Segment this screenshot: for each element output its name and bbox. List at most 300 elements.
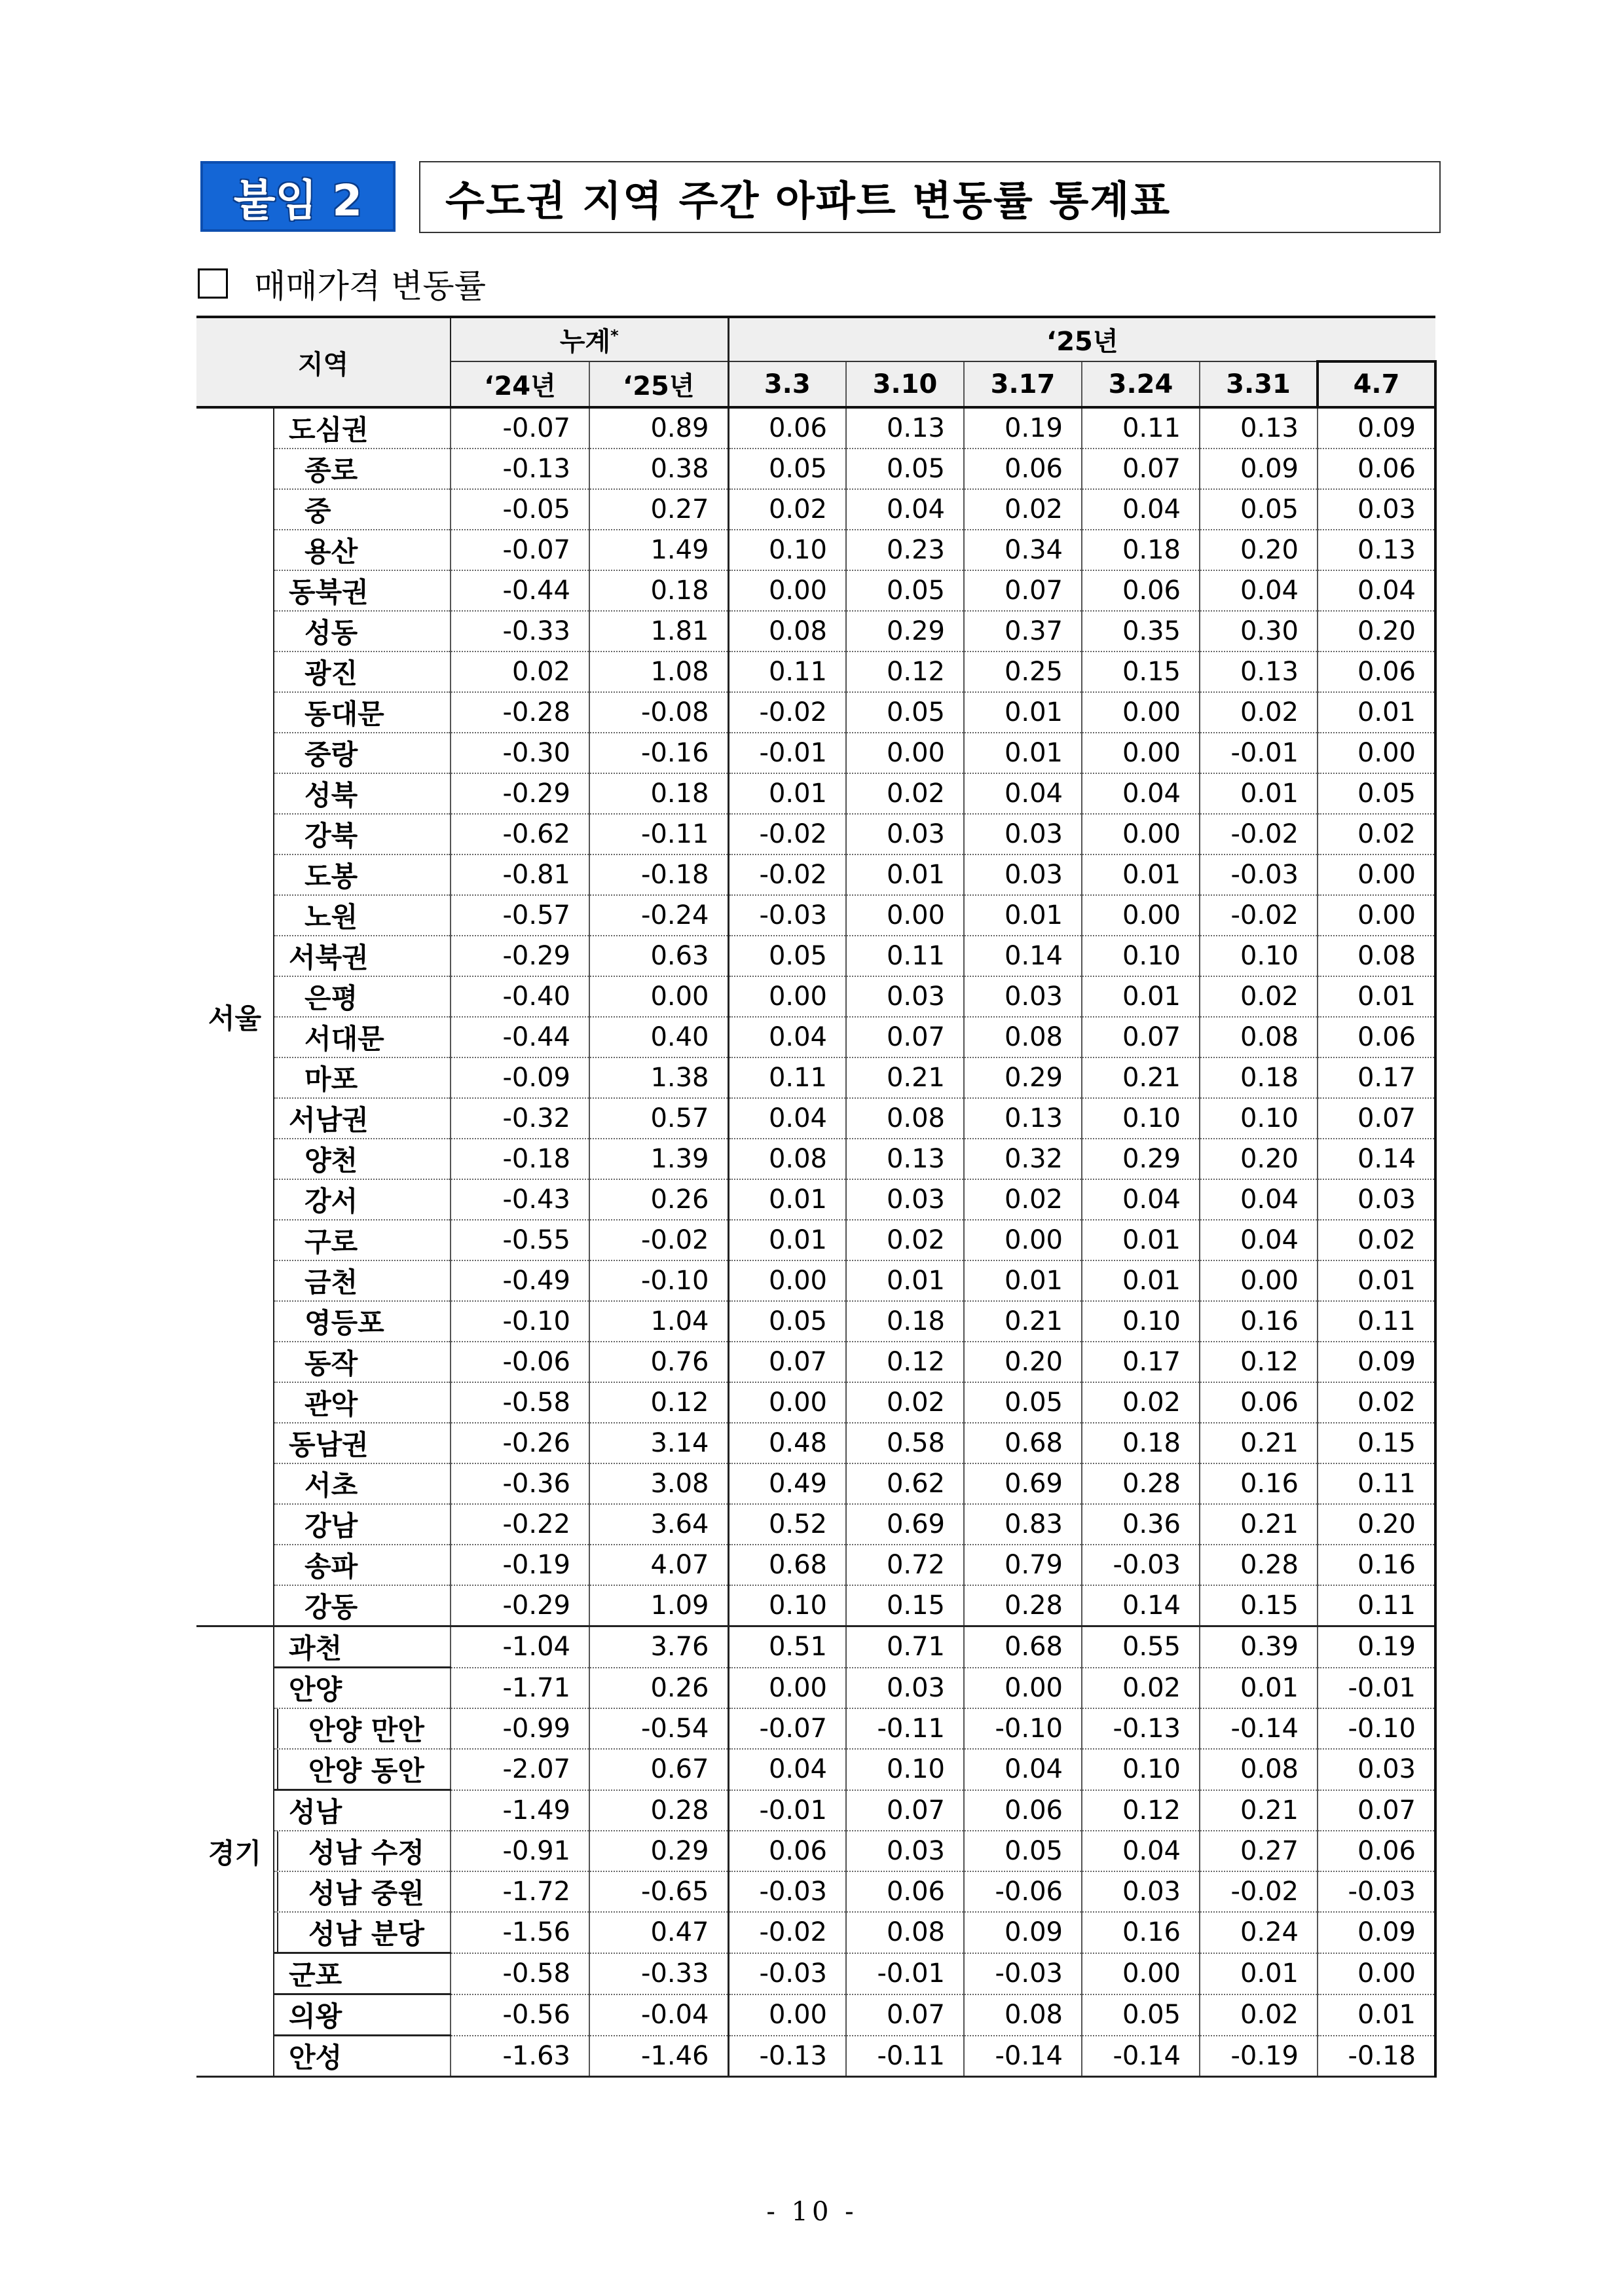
- weekly-value: 0.02: [1200, 1994, 1318, 2036]
- weekly-value: 0.34: [964, 530, 1082, 570]
- weekly-value: -0.14: [1082, 2036, 1200, 2077]
- weekly-value: 0.01: [1082, 1220, 1200, 1260]
- weekly-value: 0.05: [964, 1382, 1082, 1423]
- cumulative-value: -1.56: [451, 1912, 589, 1953]
- weekly-value: 0.02: [1318, 1220, 1435, 1260]
- weekly-value: 0.00: [728, 1260, 846, 1301]
- weekly-value: 0.11: [846, 936, 964, 976]
- weekly-value: 0.00: [1082, 733, 1200, 773]
- weekly-value: 0.08: [728, 1139, 846, 1179]
- table-row: [196, 773, 1435, 814]
- weekly-value: -0.03: [728, 895, 846, 936]
- weekly-value: 0.05: [1318, 773, 1435, 814]
- cumulative-value: 3.64: [589, 1504, 728, 1545]
- cumulative-value: -0.02: [589, 1220, 728, 1260]
- weekly-value: 0.02: [728, 489, 846, 530]
- district-name: 양천: [274, 1139, 451, 1179]
- weekly-value: 0.29: [1082, 1139, 1200, 1179]
- weekly-value: 0.79: [964, 1545, 1082, 1585]
- weekly-value: 0.18: [1082, 530, 1200, 570]
- weekly-value: 0.69: [846, 1504, 964, 1545]
- cumulative-value: -0.55: [451, 1220, 589, 1260]
- weekly-value: 0.14: [1318, 1139, 1435, 1179]
- weekly-value: -0.07: [728, 1708, 846, 1749]
- weekly-value: -0.01: [728, 733, 846, 773]
- weekly-value: 0.05: [728, 936, 846, 976]
- district-name: 의왕: [274, 1994, 451, 2036]
- weekly-value: 0.10: [1200, 936, 1318, 976]
- cumulative-value: 0.26: [589, 1668, 728, 1709]
- weekly-value: 0.01: [728, 1220, 846, 1260]
- weekly-value: 0.01: [1200, 1953, 1318, 1994]
- district-name: 동대문: [274, 692, 451, 733]
- weekly-value: 0.13: [964, 1098, 1082, 1139]
- weekly-value: -0.01: [846, 1953, 964, 1994]
- weekly-value: 0.01: [964, 1260, 1082, 1301]
- weekly-value: 0.11: [1082, 407, 1200, 449]
- weekly-value: 0.20: [1318, 1504, 1435, 1545]
- weekly-value: 0.07: [846, 1790, 964, 1831]
- weekly-value: 0.05: [846, 570, 964, 611]
- weekly-value: 0.00: [846, 733, 964, 773]
- weekly-value: 0.02: [1318, 814, 1435, 854]
- weekly-value: 0.52: [728, 1504, 846, 1545]
- weekly-value: 0.04: [728, 1749, 846, 1790]
- table-row: [196, 1871, 1435, 1912]
- weekly-value: 0.08: [1318, 936, 1435, 976]
- district-name: 강남: [274, 1504, 451, 1545]
- cumulative-value: -0.58: [451, 1953, 589, 1994]
- weekly-value: 0.48: [728, 1423, 846, 1463]
- cumulative-value: -1.63: [451, 2036, 589, 2077]
- weekly-value: 0.71: [846, 1626, 964, 1668]
- weekly-value: 0.03: [846, 976, 964, 1017]
- weekly-value: 0.01: [846, 854, 964, 895]
- weekly-value: 0.28: [964, 1585, 1082, 1626]
- cumulative-value: -1.04: [451, 1626, 589, 1668]
- weekly-value: 0.00: [728, 976, 846, 1017]
- table-row: [196, 1098, 1435, 1139]
- subheader-week-3: 3.24: [1082, 361, 1200, 407]
- district-name: 성남 수정: [274, 1831, 451, 1871]
- weekly-value: 0.05: [1082, 1994, 1200, 2036]
- header-year-2025: ‘25년: [728, 317, 1435, 361]
- weekly-value: 0.69: [964, 1463, 1082, 1504]
- weekly-value: 0.06: [1318, 652, 1435, 692]
- cumulative-value: 0.47: [589, 1912, 728, 1953]
- cumulative-value: 3.08: [589, 1463, 728, 1504]
- cumulative-value: -0.28: [451, 692, 589, 733]
- weekly-value: 0.09: [1318, 407, 1435, 449]
- weekly-value: 0.04: [1082, 773, 1200, 814]
- table-row: [196, 1260, 1435, 1301]
- table-row: [196, 1626, 1435, 1668]
- weekly-value: -0.02: [1200, 814, 1318, 854]
- weekly-value: 0.19: [1318, 1626, 1435, 1668]
- weekly-value: 0.06: [1318, 1017, 1435, 1057]
- weekly-value: 0.02: [846, 773, 964, 814]
- table-row: [196, 1708, 1435, 1749]
- weekly-value: 0.01: [964, 692, 1082, 733]
- district-name: 노원: [274, 895, 451, 936]
- weekly-value: 0.18: [1082, 1423, 1200, 1463]
- cumulative-value: 0.18: [589, 773, 728, 814]
- weekly-value: 0.20: [1318, 611, 1435, 652]
- cumulative-value: -0.62: [451, 814, 589, 854]
- weekly-value: 0.08: [846, 1912, 964, 1953]
- weekly-value: 0.00: [1082, 895, 1200, 936]
- weekly-value: 0.07: [846, 1017, 964, 1057]
- section-title: 매매가격 변동률: [254, 267, 486, 305]
- cumulative-value: -1.72: [451, 1871, 589, 1912]
- table-row: [196, 895, 1435, 936]
- weekly-value: 0.12: [1200, 1342, 1318, 1382]
- weekly-value: 0.08: [964, 1994, 1082, 2036]
- district-name: 강북: [274, 814, 451, 854]
- weekly-value: 0.00: [1318, 733, 1435, 773]
- weekly-value: 0.06: [846, 1871, 964, 1912]
- weekly-value: 0.00: [1082, 1953, 1200, 1994]
- cumulative-value: -1.49: [451, 1790, 589, 1831]
- weekly-value: 0.35: [1082, 611, 1200, 652]
- table-row: [196, 1912, 1435, 1953]
- weekly-value: 0.17: [1082, 1342, 1200, 1382]
- cumulative-value: -0.30: [451, 733, 589, 773]
- district-name: 중랑: [274, 733, 451, 773]
- weekly-value: 0.11: [1318, 1463, 1435, 1504]
- cumulative-value: -0.58: [451, 1382, 589, 1423]
- district-name: 성남 분당: [274, 1912, 451, 1953]
- weekly-value: 0.04: [1082, 1831, 1200, 1871]
- weekly-value: 0.06: [728, 407, 846, 449]
- table-row: [196, 652, 1435, 692]
- weekly-value: 0.03: [846, 1831, 964, 1871]
- weekly-value: -0.02: [1200, 1871, 1318, 1912]
- cumulative-value: -0.44: [451, 1017, 589, 1057]
- weekly-value: 0.04: [1200, 570, 1318, 611]
- weekly-value: 0.36: [1082, 1504, 1200, 1545]
- weekly-value: 0.01: [1318, 976, 1435, 1017]
- weekly-value: -0.10: [1318, 1708, 1435, 1749]
- cumulative-value: -0.06: [451, 1342, 589, 1382]
- weekly-value: 0.16: [1082, 1912, 1200, 1953]
- weekly-value: 0.00: [846, 895, 964, 936]
- table-row: [196, 1668, 1435, 1709]
- weekly-value: 0.00: [1318, 1953, 1435, 1994]
- table-row: [196, 1585, 1435, 1626]
- weekly-value: 0.30: [1200, 611, 1318, 652]
- weekly-value: -0.14: [964, 2036, 1082, 2077]
- weekly-value: 0.00: [1318, 854, 1435, 895]
- weekly-value: 0.10: [728, 530, 846, 570]
- table-row: [196, 1953, 1435, 1994]
- cumulative-value: -1.46: [589, 2036, 728, 2077]
- weekly-value: 0.68: [728, 1545, 846, 1585]
- weekly-value: 0.03: [964, 976, 1082, 1017]
- cumulative-value: -0.26: [451, 1423, 589, 1463]
- subheader-week-4: 3.31: [1200, 361, 1318, 407]
- district-name: 구로: [274, 1220, 451, 1260]
- cumulative-value: -0.16: [589, 733, 728, 773]
- weekly-value: 0.01: [1318, 1260, 1435, 1301]
- weekly-value: 0.01: [1082, 854, 1200, 895]
- weekly-value: -0.03: [1200, 854, 1318, 895]
- price-change-table: [196, 316, 1437, 2078]
- district-name: 관악: [274, 1382, 451, 1423]
- weekly-value: 0.23: [846, 530, 964, 570]
- weekly-value: 0.21: [964, 1301, 1082, 1342]
- district-name: 중: [274, 489, 451, 530]
- weekly-value: 0.03: [1318, 489, 1435, 530]
- table-row: [196, 1057, 1435, 1098]
- weekly-value: 0.00: [1200, 1260, 1318, 1301]
- subheader-week-2: 3.17: [964, 361, 1082, 407]
- cumulative-value: 3.76: [589, 1626, 728, 1668]
- cumulative-value: -0.07: [451, 530, 589, 570]
- weekly-value: 0.00: [728, 570, 846, 611]
- district-name: 성남: [274, 1790, 451, 1831]
- weekly-value: 0.02: [1200, 976, 1318, 1017]
- cumulative-value: -0.57: [451, 895, 589, 936]
- weekly-value: 0.00: [1082, 814, 1200, 854]
- weekly-value: 0.21: [1200, 1504, 1318, 1545]
- weekly-value: 0.08: [1200, 1017, 1318, 1057]
- attachment-badge: 붙임 2: [200, 161, 396, 232]
- weekly-value: 0.00: [964, 1220, 1082, 1260]
- weekly-value: 0.07: [846, 1994, 964, 2036]
- weekly-value: 0.13: [1200, 652, 1318, 692]
- district-name: 강동: [274, 1585, 451, 1626]
- district-name: 송파: [274, 1545, 451, 1585]
- table-row: [196, 1423, 1435, 1463]
- weekly-value: 0.18: [846, 1301, 964, 1342]
- page-title: 수도권 지역 주간 아파트 변동률 통계표: [445, 176, 1172, 225]
- weekly-value: 0.02: [846, 1382, 964, 1423]
- weekly-value: 0.03: [964, 854, 1082, 895]
- cumulative-value: 0.02: [451, 652, 589, 692]
- cumulative-value: 0.63: [589, 936, 728, 976]
- district-name: 은평: [274, 976, 451, 1017]
- table-row: [196, 1382, 1435, 1423]
- table-row: [196, 1463, 1435, 1504]
- weekly-value: 0.12: [846, 1342, 964, 1382]
- weekly-value: 0.05: [728, 1301, 846, 1342]
- weekly-value: 0.10: [1200, 1098, 1318, 1139]
- weekly-value: 0.04: [728, 1017, 846, 1057]
- weekly-value: 0.18: [1200, 1057, 1318, 1098]
- district-name: 안양 만안: [274, 1708, 451, 1749]
- weekly-value: -0.01: [1200, 733, 1318, 773]
- weekly-value: 0.04: [1200, 1220, 1318, 1260]
- weekly-value: 0.04: [1082, 489, 1200, 530]
- section-heading: [198, 262, 486, 305]
- district-name: 광진: [274, 652, 451, 692]
- weekly-value: -0.13: [1082, 1708, 1200, 1749]
- table-row: [196, 489, 1435, 530]
- subheader-week-0: 3.3: [728, 361, 846, 407]
- cumulative-value: -0.29: [451, 936, 589, 976]
- weekly-value: 0.12: [846, 652, 964, 692]
- district-name: 동남권: [274, 1423, 451, 1463]
- cumulative-value: 0.29: [589, 1831, 728, 1871]
- weekly-value: 0.37: [964, 611, 1082, 652]
- district-name: 종로: [274, 449, 451, 489]
- weekly-value: 0.05: [846, 692, 964, 733]
- weekly-value: 0.11: [728, 652, 846, 692]
- weekly-value: 0.01: [846, 1260, 964, 1301]
- cumulative-value: 0.27: [589, 489, 728, 530]
- cumulative-value: 1.81: [589, 611, 728, 652]
- weekly-value: 0.05: [846, 449, 964, 489]
- weekly-value: 0.15: [1318, 1423, 1435, 1463]
- table-row: [196, 449, 1435, 489]
- district-name: 금천: [274, 1260, 451, 1301]
- weekly-value: 0.00: [1318, 895, 1435, 936]
- header-region: 지역: [196, 317, 451, 407]
- weekly-value: 0.02: [846, 1220, 964, 1260]
- weekly-value: 0.20: [1200, 1139, 1318, 1179]
- cumulative-value: 0.38: [589, 449, 728, 489]
- weekly-value: 0.02: [964, 1179, 1082, 1220]
- weekly-value: 0.01: [964, 733, 1082, 773]
- weekly-value: 0.15: [846, 1585, 964, 1626]
- cumulative-value: 0.12: [589, 1382, 728, 1423]
- weekly-value: 0.32: [964, 1139, 1082, 1179]
- weekly-value: -0.02: [728, 1912, 846, 1953]
- cumulative-value: 0.67: [589, 1749, 728, 1790]
- weekly-value: 0.09: [964, 1912, 1082, 1953]
- weekly-value: 0.13: [846, 1139, 964, 1179]
- cumulative-value: -0.11: [589, 814, 728, 854]
- cumulative-value: -0.29: [451, 1585, 589, 1626]
- cumulative-value: -0.44: [451, 570, 589, 611]
- table-row: [196, 1504, 1435, 1545]
- cumulative-value: 4.07: [589, 1545, 728, 1585]
- weekly-value: -0.18: [1318, 2036, 1435, 2077]
- weekly-value: 0.01: [1318, 692, 1435, 733]
- weekly-value: 0.07: [728, 1342, 846, 1382]
- weekly-value: 0.13: [1318, 530, 1435, 570]
- weekly-value: 0.07: [1318, 1790, 1435, 1831]
- weekly-value: 0.06: [1318, 449, 1435, 489]
- weekly-value: 0.04: [1200, 1179, 1318, 1220]
- cumulative-value: 0.57: [589, 1098, 728, 1139]
- weekly-value: 0.07: [1082, 1017, 1200, 1057]
- cumulative-value: -0.56: [451, 1994, 589, 2036]
- table-row: [196, 2036, 1435, 2077]
- cumulative-value: -0.09: [451, 1057, 589, 1098]
- weekly-value: -0.03: [728, 1871, 846, 1912]
- weekly-value: 0.16: [1200, 1463, 1318, 1504]
- cumulative-value: -2.07: [451, 1749, 589, 1790]
- weekly-value: 0.07: [1082, 449, 1200, 489]
- cumulative-value: 0.40: [589, 1017, 728, 1057]
- weekly-value: 0.09: [1318, 1342, 1435, 1382]
- weekly-value: 0.01: [1200, 773, 1318, 814]
- weekly-value: 0.08: [964, 1017, 1082, 1057]
- weekly-value: 0.62: [846, 1463, 964, 1504]
- cumulative-value: -0.91: [451, 1831, 589, 1871]
- weekly-value: 0.29: [846, 611, 964, 652]
- table-row: [196, 1831, 1435, 1871]
- weekly-value: 0.83: [964, 1504, 1082, 1545]
- weekly-value: 0.11: [728, 1057, 846, 1098]
- subheader-week-1: 3.10: [846, 361, 964, 407]
- cumulative-value: -0.43: [451, 1179, 589, 1220]
- weekly-value: -0.02: [728, 854, 846, 895]
- district-name: 성북: [274, 773, 451, 814]
- weekly-value: 0.04: [964, 773, 1082, 814]
- cumulative-value: 1.08: [589, 652, 728, 692]
- weekly-value: 0.00: [964, 1668, 1082, 1709]
- region-label: 경기: [196, 1626, 274, 2077]
- weekly-value: 0.02: [1082, 1668, 1200, 1709]
- cumulative-value: -0.13: [451, 449, 589, 489]
- weekly-value: 0.02: [1200, 692, 1318, 733]
- weekly-value: 0.24: [1200, 1912, 1318, 1953]
- cumulative-value: 1.04: [589, 1301, 728, 1342]
- weekly-value: 0.05: [964, 1831, 1082, 1871]
- weekly-value: 0.19: [964, 407, 1082, 449]
- weekly-value: 0.03: [1082, 1871, 1200, 1912]
- weekly-value: 0.09: [1200, 449, 1318, 489]
- weekly-value: 0.04: [1082, 1179, 1200, 1220]
- cumulative-value: -0.08: [589, 692, 728, 733]
- weekly-value: 0.01: [964, 895, 1082, 936]
- weekly-value: 0.21: [1200, 1423, 1318, 1463]
- cumulative-value: -0.33: [451, 611, 589, 652]
- weekly-value: 0.01: [1200, 1668, 1318, 1709]
- weekly-value: -0.10: [964, 1708, 1082, 1749]
- weekly-value: -0.19: [1200, 2036, 1318, 2077]
- cumulative-value: -0.04: [589, 1994, 728, 2036]
- checkbox-icon: [198, 268, 228, 299]
- weekly-value: 0.21: [1082, 1057, 1200, 1098]
- weekly-value: 0.06: [964, 449, 1082, 489]
- district-name: 도봉: [274, 854, 451, 895]
- weekly-value: 0.04: [964, 1749, 1082, 1790]
- header-cumulative: 누계*: [451, 317, 728, 361]
- weekly-value: 0.04: [1318, 570, 1435, 611]
- district-name: 용산: [274, 530, 451, 570]
- weekly-value: 0.10: [1082, 1301, 1200, 1342]
- table-row: [196, 1342, 1435, 1382]
- weekly-value: 0.03: [846, 814, 964, 854]
- district-name: 강서: [274, 1179, 451, 1220]
- weekly-value: 0.51: [728, 1626, 846, 1668]
- cumulative-value: 3.14: [589, 1423, 728, 1463]
- cumulative-value: 0.28: [589, 1790, 728, 1831]
- weekly-value: 0.20: [964, 1342, 1082, 1382]
- cumulative-value: -0.81: [451, 854, 589, 895]
- table-row: [196, 1220, 1435, 1260]
- district-name: 영등포: [274, 1301, 451, 1342]
- weekly-value: 0.01: [1082, 976, 1200, 1017]
- weekly-value: 0.13: [846, 407, 964, 449]
- weekly-value: 0.11: [1318, 1585, 1435, 1626]
- table-row: [196, 936, 1435, 976]
- weekly-value: 0.02: [1082, 1382, 1200, 1423]
- subheader-cumulative-0: ‘24년: [451, 361, 589, 407]
- weekly-value: 0.21: [1200, 1790, 1318, 1831]
- cumulative-value: -0.49: [451, 1260, 589, 1301]
- weekly-value: 0.02: [1318, 1382, 1435, 1423]
- table-row: [196, 1749, 1435, 1790]
- cumulative-value: 0.18: [589, 570, 728, 611]
- weekly-value: -0.03: [728, 1953, 846, 1994]
- weekly-value: -0.03: [964, 1953, 1082, 1994]
- cumulative-value: -0.33: [589, 1953, 728, 1994]
